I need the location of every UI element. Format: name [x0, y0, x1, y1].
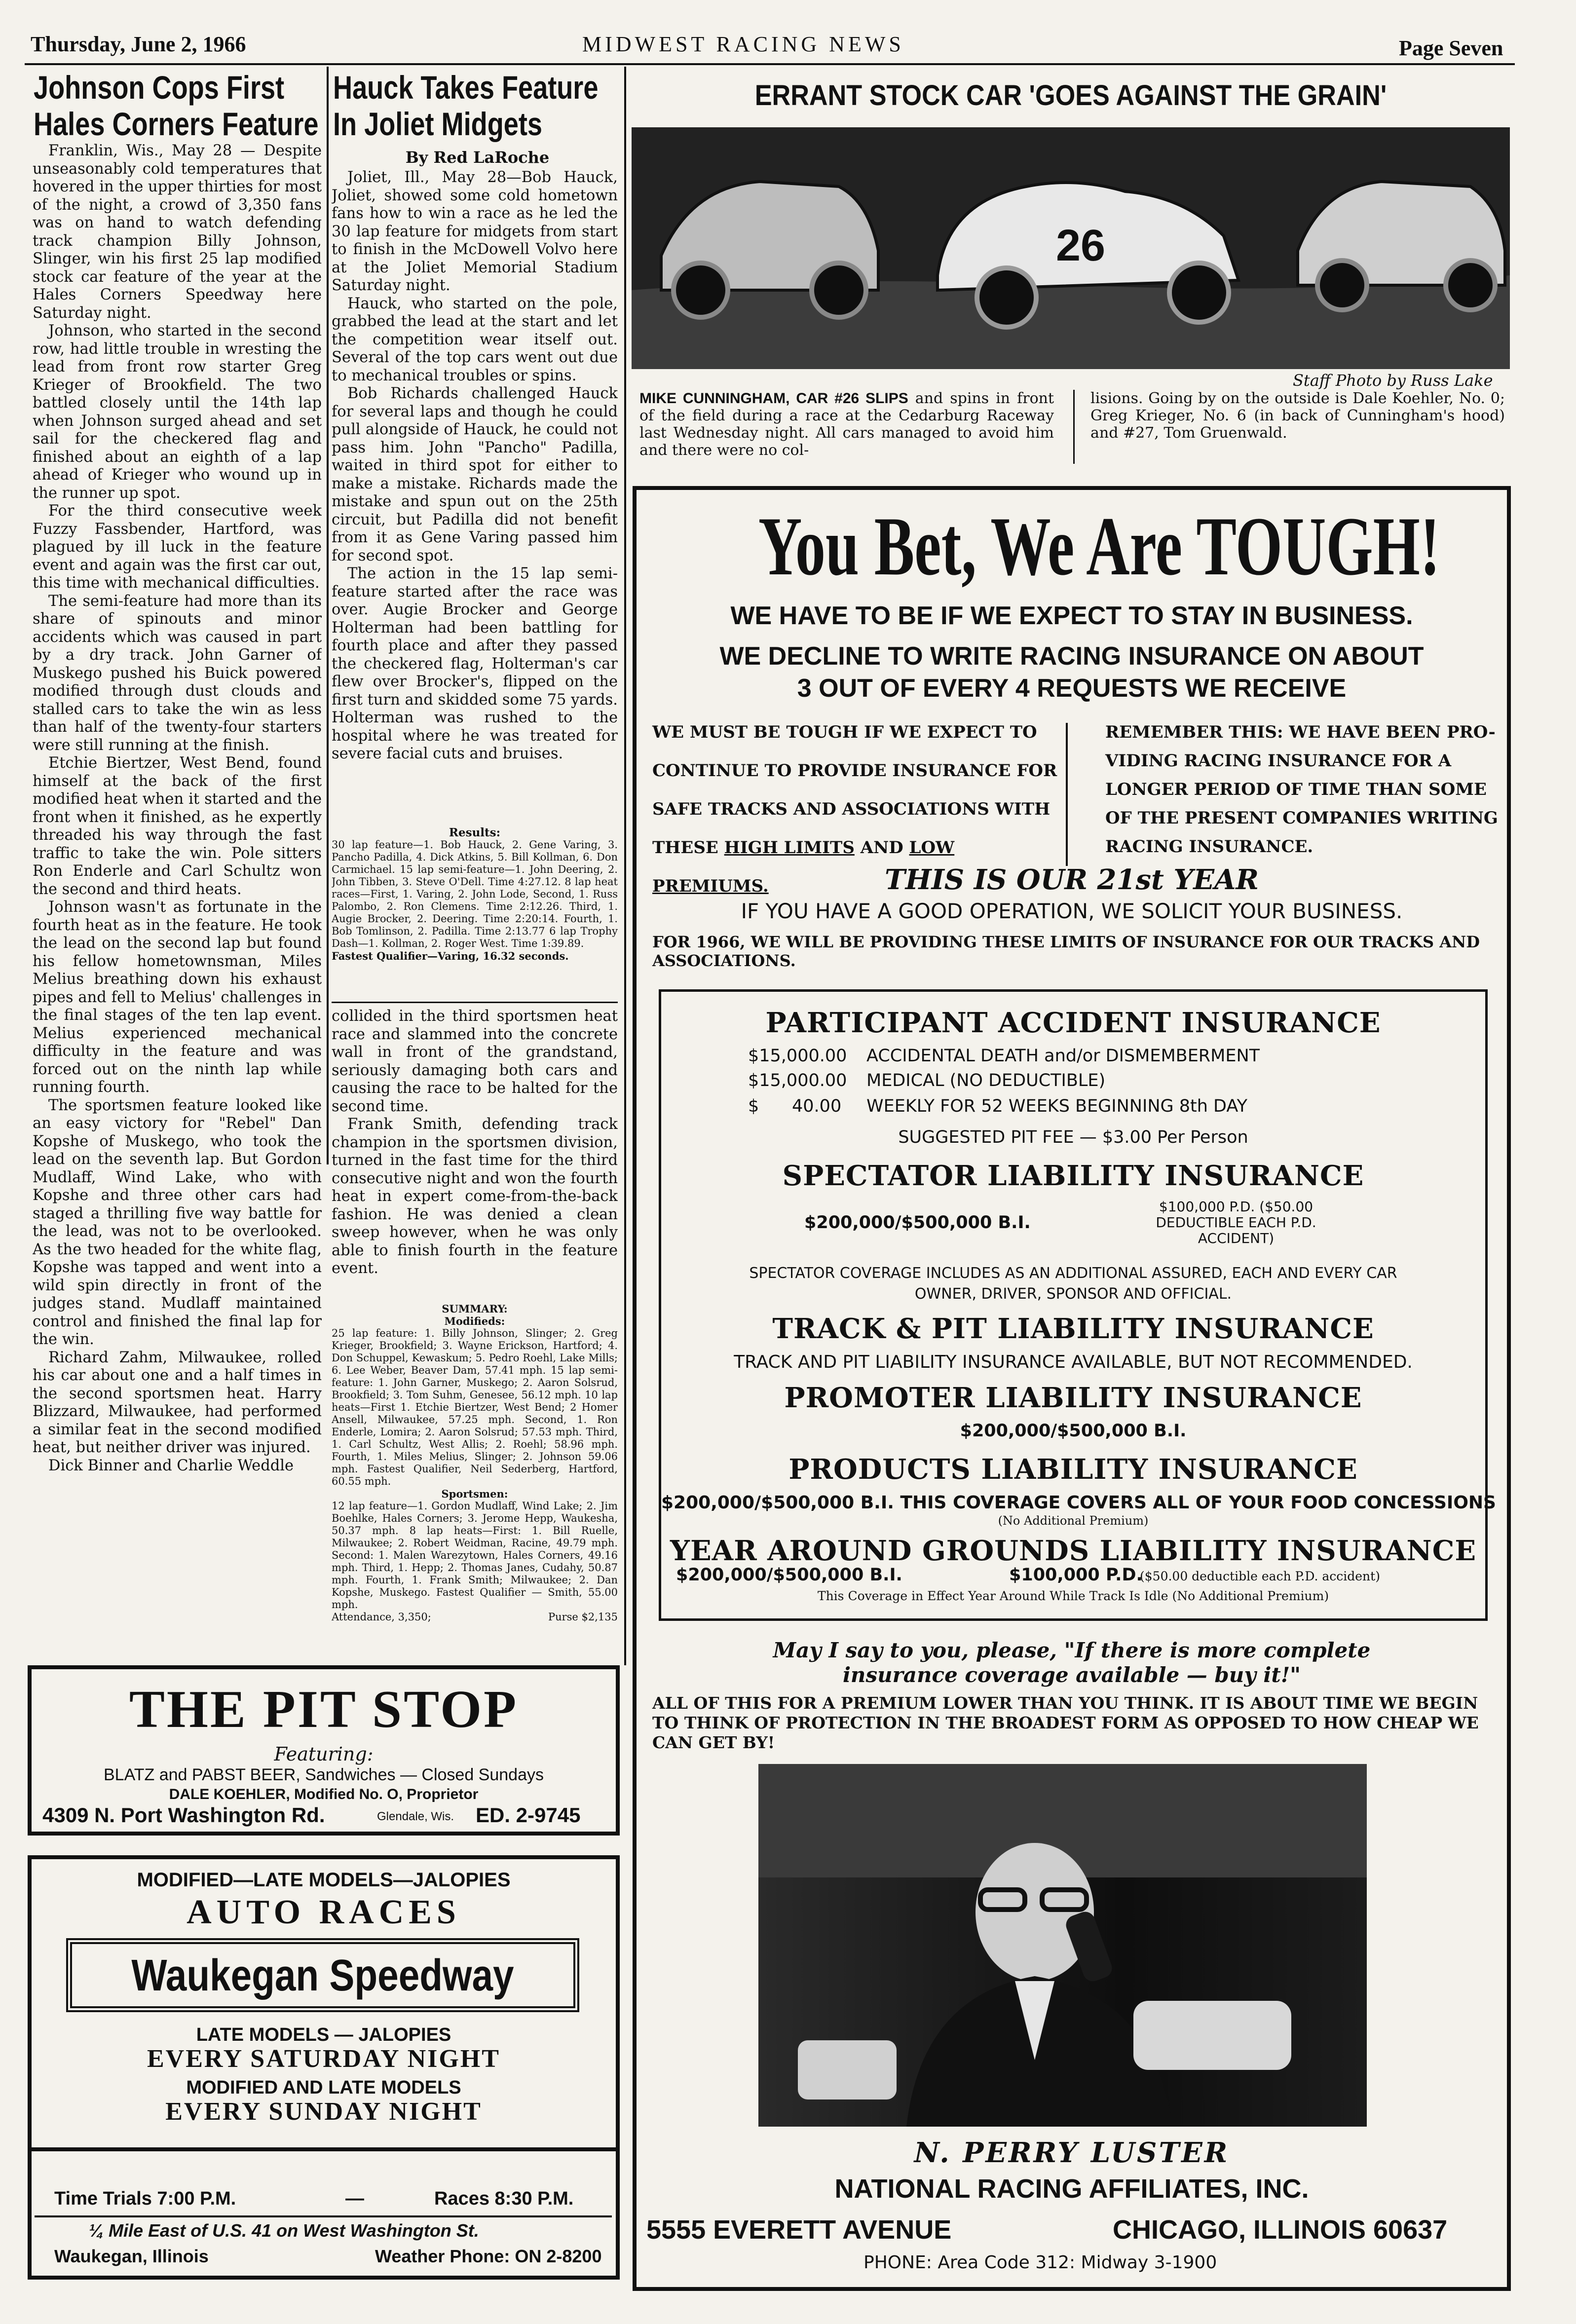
- waukegan-line-3: MODIFIED AND LATE MODELS: [186, 2077, 461, 2098]
- waukegan-line-4: EVERY SUNDAY NIGHT: [165, 2098, 482, 2126]
- participant-text-1: ACCIDENTAL DEATH and/or DISMEMBERMENT: [866, 1046, 1260, 1066]
- spectator-pd-line: DEDUCTIBLE EACH P.D.: [1156, 1214, 1316, 1231]
- photo-caption-left-text: [639, 390, 1054, 459]
- hauck-paragraph: Joliet, Ill., May 28—Bob Hauck, Joliet, showed some cold hometown fans how to win a race as he led the 30 lap feature for midgets from start to finish in the McDowell Volvo here at the Joliet Memorial Stadium Saturday night.: [332, 169, 618, 294]
- column-rule-2: [624, 67, 626, 1665]
- johnson-sportsmen-results: 12 lap feature—1. Gordon Mudlaff, Wind Lake; 2. Jim Boehlke, Hales Corners; 3. Jerome Hepp, Waukesha, 50.37 mph. 8 lap heats—First: 1. Bill Ruelle, Milwaukee; 2. Robert Weidman, Racine, 49.79 mph. Second: 1. Malen Warezytown, Hales Corners, 49.16 mph. Third, 1. Hepp; 2. Thomas Janes, Cudahy, 50.87 mph. Fourth, 1. Frank Smith; Milwaukee; 2. Dan Kopshe, Muskego. Fastest Qualifier — Smith, 55.00 mph.: [332, 1500, 618, 1611]
- hauck-headline: [333, 69, 622, 142]
- hauck-article-body: [332, 169, 618, 825]
- hauck-fastest-qualifier: Fastest Qualifier—Varing, 16.32 seconds.: [332, 950, 569, 962]
- luster-name: N. PERRY LUSTER: [914, 2137, 1230, 2169]
- yearround-title: YEAR AROUND GROUNDS LIABILITY INSURANCE: [670, 1535, 1476, 1567]
- products-note: (No Additional Premium): [998, 1514, 1149, 1528]
- hauck-results-title: Results:: [449, 826, 501, 839]
- waukegan-city: Waukegan, Illinois: [54, 2246, 209, 2266]
- waukegan-line-1: LATE MODELS — JALOPIES: [196, 2024, 451, 2045]
- johnson-purse: Purse $2,135: [548, 1611, 618, 1623]
- insurance-limits-line: ASSOCIATIONS.: [652, 951, 796, 970]
- column-rule-1: [327, 67, 329, 1164]
- masthead-paper-name: MIDWEST RACING NEWS: [582, 32, 904, 56]
- johnson-paragraph: Franklin, Wis., May 28 — Despite unseasonably cold temperatures that hovered in the upper thirties for most of the night, a crowd of 3,350 fans was on hand to watch defending track champion Billy Johnson, Slinger, win his first 25 lap modified stock car feature of the year at the Hales Corners Speedway here Saturday night.: [33, 142, 322, 322]
- hauck-headline-line-1: Hauck Takes Feature: [333, 69, 599, 106]
- photo-story-headline: ERRANT STOCK CAR 'GOES AGAINST THE GRAIN': [754, 79, 1387, 112]
- insurance-left-line: WE MUST BE TOUGH IF WE EXPECT TO: [652, 722, 1037, 742]
- insurance-sub-2: WE DECLINE TO WRITE RACING INSURANCE ON ABOUT: [719, 642, 1424, 671]
- hauck-headline-line-2: In Joliet Midgets: [333, 106, 542, 142]
- luster-portrait: [758, 1764, 1367, 2127]
- products-text: $200,000/$500,000 B.I. THIS COVERAGE COVERS ALL OF YOUR FOOD CONCESSIONS: [661, 1493, 1496, 1513]
- johnson-paragraph: The semi-feature had more than its share of spinouts and minor accidents which was caused in part by a dry track. John Garner of Muskego pushed his Buick powered modified through dust clouds and stalled cars to take the win as less than half of the twenty-four starters were still running at the finish.: [33, 592, 322, 754]
- johnson-continuation: [332, 1008, 618, 1313]
- johnson-modifieds-title: Modifieds:: [444, 1315, 505, 1327]
- insurance-headline: You Bet, We Are TOUGH!: [758, 500, 1440, 593]
- insurance-divider: [1066, 723, 1068, 866]
- spectator-coverage: [661, 1263, 1485, 1305]
- photo-caption-divider: [1073, 390, 1075, 464]
- johnson-sportsmen-title: Sportsmen:: [441, 1488, 508, 1500]
- pit-stop-featuring: Featuring:: [274, 1743, 374, 1765]
- johnson-headline-line-2: Hales Corners Feature: [34, 106, 319, 142]
- waukegan-auto-races: AUTO RACES: [187, 1893, 461, 1931]
- insurance-right-block: [1105, 718, 1500, 861]
- race-photo-graphic: [632, 127, 1510, 369]
- photo-caption-left-body: and spins in front of the field during a race at the Cedarburg Raceway last Wednesday night. All cars managed to avoid him and there were no col-: [639, 390, 1054, 459]
- waukegan-ad-frame-lower: [28, 2151, 620, 2280]
- luster-quote-line: insurance coverage available — buy it!": [842, 1663, 1301, 1687]
- insurance-left-word: AND: [860, 838, 903, 858]
- car-number-label: 26: [1056, 221, 1106, 270]
- spectator-pd-line: ACCIDENT): [1198, 1230, 1275, 1246]
- spectator-coverage-line: SPECTATOR COVERAGE INCLUDES AS AN ADDITIONAL ASSURED, EACH AND EVERY CAR: [749, 1265, 1397, 1282]
- spectator-coverage-line: OWNER, DRIVER, SPONSOR AND OFFICIAL.: [914, 1285, 1232, 1303]
- photo-caption-lead: MIKE CUNNINGHAM, CAR #26 SLIPS: [639, 390, 908, 407]
- premium-line: CAN GET BY!: [652, 1733, 775, 1752]
- pit-stop-title: THE PIT STOP: [129, 1680, 519, 1739]
- yearround-pd-note: ($50.00 deductible each P.D. accident): [1140, 1569, 1380, 1583]
- pit-stop-line: BLATZ and PABST BEER, Sandwiches — Closed Sundays: [104, 1765, 544, 1784]
- insurance-21st-year: THIS IS OUR 21st YEAR: [885, 863, 1259, 896]
- hauck-end-rule: [332, 1002, 618, 1003]
- luster-address: 5555 EVERETT AVENUE: [646, 2215, 952, 2245]
- participant-amount-1: $15,000.00: [748, 1046, 847, 1066]
- insurance-low-premiums: LOW PREMIUMS.: [652, 838, 955, 896]
- insurance-right-line: LONGER PERIOD OF TIME THAN SOME: [1105, 780, 1487, 799]
- pit-stop-phone: ED. 2-9745: [476, 1803, 581, 1827]
- photo-caption-right: lisions. Going by on the outside is Dale Koehler, No. 0; Greg Krieger, No. 6 (in back of Cunningham's hood) and #27, Tom Gruenwald.: [1090, 390, 1505, 442]
- insurance-right-line: OF THE PRESENT COMPANIES WRITING: [1105, 808, 1498, 828]
- hauck-byline: By Red LaRoche: [405, 148, 550, 167]
- participant-text-2: MEDICAL (NO DEDUCTIBLE): [866, 1071, 1106, 1090]
- luster-quote: [637, 1638, 1507, 1687]
- johnson-headline: [34, 69, 325, 142]
- insurance-high-limits: HIGH LIMITS: [724, 838, 855, 858]
- spectator-limits: $200,000/$500,000 B.I.: [804, 1213, 1031, 1233]
- johnson-summary-title: SUMMARY:: [442, 1303, 508, 1315]
- johnson-summary: [332, 1303, 618, 1650]
- track-pit-text: TRACK AND PIT LIABILITY INSURANCE AVAILABLE, BUT NOT RECOMMENDED.: [734, 1352, 1413, 1372]
- hauck-paragraph: Bob Richards challenged Hauck for several laps and though he could pull alongside of Hauck, he could not pass him. John "Pancho" Padilla, waited in third spot for either to make a mistake. Richards made the mistake and spun out on the 25th circuit, but Padilla did not benefit from it as Gene Varing passed him for second spot.: [332, 385, 618, 564]
- johnson-paragraph: The sportsmen feature looked like an easy victory for "Rebel" Dan Kopshe of Muskego, who took the lead on the seventh lap. But Gordon Mudlaff, Wind Lake, who with Kopshe and three other cars had staged a thrilling five way battle for the lead, was not to be overlooked. As the two headed for the white flag, Kopshe was tapped and went into a wild spin directly in front of the judges stand. Mudlaff maintained control and finished the final lap for the win.: [33, 1096, 322, 1348]
- track-pit-title: TRACK & PIT LIABILITY INSURANCE: [772, 1312, 1374, 1345]
- waukegan-phone: Weather Phone: ON 2-8200: [375, 2246, 602, 2266]
- promoter-limits: $200,000/$500,000 B.I.: [960, 1421, 1187, 1441]
- insurance-left-word: THESE: [652, 838, 718, 858]
- participant-amount-3: $ 40.00: [748, 1096, 842, 1116]
- waukegan-speedway-name: Waukegan Speedway: [131, 1951, 514, 2000]
- johnson-continuation-paragraph: collided in the third sportsmen heat race and slammed into the concrete wall in front of the grandstand, seriously damaging both cars and causing the race to be halted for the second time.: [332, 1008, 618, 1115]
- photo-credit: Staff Photo by Russ Lake: [1293, 371, 1493, 390]
- johnson-modifieds-results: 25 lap feature: 1. Billy Johnson, Slinger; 2. Greg Krieger, Brookfield; 3. Wayne Erickson, Hartford; 4. Don Schuppel, Kewaskum; 5. Pedro Roehl, Lake Mills; 6. Lee Weber, Beaver Dam, 57.41 mph. 15 lap semi-feature: 1. John Garner, Muskego; 2. Aaron Solsrud, Brookfield; 3. Tom Suhm, Genesee, 56.12 mph. 10 lap heats—First 1. Etchie Biertzer, West Bend; 2 Homer Ansell, Milwaukee, 57.25 mph. Second, 1. Ron Enderle, Lomira; 2. Aaron Solsrud; 57.53 mph. Third, 1. Carl Schultz, West Allis; 2. Roehl; 58.96 mph. Fourth, 1. Miles Melius, Slinger; 2. Johnson 59.06 mph. Fastest Qualifier, Neil Sederberg, Hartford, 60.55 mph.: [332, 1327, 618, 1487]
- johnson-attendance: Attendance, 3,350;: [332, 1611, 431, 1623]
- luster-quote-line: May I say to you, please, "If there is more complete: [773, 1638, 1371, 1662]
- products-title: PRODUCTS LIABILITY INSURANCE: [788, 1453, 1358, 1486]
- pit-stop-owner: DALE KOEHLER, Modified No. O, Proprietor: [169, 1786, 479, 1802]
- insurance-left-line: CONTINUE TO PROVIDE INSURANCE FOR: [652, 761, 1057, 781]
- masthead-page-number: Page Seven: [1399, 36, 1503, 60]
- waukegan-dash: —: [345, 2188, 364, 2209]
- masthead-rule: [25, 63, 1515, 65]
- insurance-limits-line: FOR 1966, WE WILL BE PROVIDING THESE LIMITS OF INSURANCE FOR OUR TRACKS AND: [652, 933, 1480, 951]
- pit-fee: SUGGESTED PIT FEE — $3.00 Per Person: [898, 1127, 1248, 1147]
- hauck-paragraph: The action in the 15 lap semi-feature started after the race was over. Augie Brocker and George Holterman had been battling for fourth place and after they passed the checkered flag, Holterman's car flew over Brocker's, flipped on the first turn and skidded some 75 yards. Holterman was rushed to the hospital where he was treated for severe facial cuts and bruises.: [332, 565, 618, 762]
- waukegan-location: ¼ Mile East of U.S. 41 on West Washington St.: [89, 2220, 479, 2241]
- insurance-sub-1: WE HAVE TO BE IF WE EXPECT TO STAY IN BUSINESS.: [730, 601, 1413, 630]
- hauck-results: [332, 826, 618, 977]
- johnson-headline-line-1: Johnson Cops First: [34, 69, 285, 106]
- premium-line: TO THINK OF PROTECTION IN THE BROADEST FORM AS OPPOSED TO HOW CHEAP WE: [652, 1713, 1479, 1732]
- promoter-title: PROMOTER LIABILITY INSURANCE: [784, 1382, 1362, 1414]
- insurance-right-line: REMEMBER THIS: WE HAVE BEEN PRO-: [1105, 722, 1496, 742]
- insurance-right-line: VIDING RACING INSURANCE FOR A: [1105, 751, 1452, 771]
- insurance-solicit: IF YOU HAVE A GOOD OPERATION, WE SOLICIT YOUR BUSINESS.: [741, 899, 1403, 923]
- insurance-sub-3: 3 OUT OF EVERY 4 REQUESTS WE RECEIVE: [797, 674, 1347, 703]
- waukegan-speedway-ad: [28, 1855, 620, 2151]
- waukegan-line-2: EVERY SATURDAY NIGHT: [147, 2045, 500, 2073]
- luster-phone: PHONE: Area Code 312: Midway 3-1900: [863, 2252, 1217, 2273]
- johnson-article-body: [33, 142, 322, 1640]
- johnson-continuation-paragraph: Frank Smith, defending track champion in the sportsmen division, turned in the fast time for the third consecutive night and won the fourth heat in expert come-from-the-back fashion. He was denied a clean sweep however, when he was only able to finish fourth in the feature event.: [332, 1116, 618, 1277]
- insurance-limits-intro: [652, 933, 1501, 970]
- masthead-date: Thursday, June 2, 1966: [31, 32, 246, 56]
- participant-amount-2: $15,000.00: [748, 1071, 847, 1090]
- photo-caption-left: [639, 390, 1054, 469]
- pit-stop-address: 4309 N. Port Washington Rd.: [42, 1803, 325, 1827]
- spectator-title: SPECTATOR LIABILITY INSURANCE: [782, 1160, 1364, 1192]
- johnson-attendance-row: [332, 1611, 618, 1623]
- hauck-results-text: 30 lap feature—1. Bob Hauck, 2. Gene Varing, 3. Pancho Padilla, 4. Dick Atkins, 5. Bill Kollman, 6. Don Carmichael. 15 lap semi-feature—1. John Deering, 2. John Tibben, 3. Steve O'Dell. Time 4:27.12. 8 lap heat races—First, 1. Varing, 2. John Lode, Second, 1. Russ Palombo, 2. Ron Clemens. Time 2:12.26. Third, 1. Augie Brocker, 2. Deering. Time 2:20:14. Fourth, 1. Bob Tomlinson, 2. Padilla. Time 2:13.77 6 lap Trophy Dash—1. Kollman, 2. Roger West. Time 1:39.89.: [332, 839, 618, 949]
- waukegan-time-trials: Time Trials 7:00 P.M.: [54, 2188, 236, 2209]
- pit-stop-ad: [28, 1665, 620, 1836]
- johnson-paragraph: Johnson wasn't as fortunate in the fourth heat as in the feature. He took the lead on the second lap but found his fellow hometownsman, Miles Melius breathing down his exhaust pipes and fell to Melius' challenges in the final stages of the ten lap event. Melius experienced mechanical difficulty in the feature and was forced out on the ninth lap while running fourth.: [33, 899, 322, 1096]
- insurance-right-line: RACING INSURANCE.: [1105, 837, 1313, 857]
- spectator-pd-line: $100,000 P.D. ($50.00: [1159, 1199, 1313, 1215]
- yearround-note: This Coverage in Effect Year Around While Track Is Idle (No Additional Premium): [817, 1589, 1329, 1603]
- hauck-paragraph: Hauck, who started on the pole, grabbed the lead at the start and let the competition wear itself out. Several of the top cars went out due to mechanical troubles or spins.: [332, 295, 618, 384]
- luster-city: CHICAGO, ILLINOIS 60637: [1113, 2215, 1448, 2245]
- luster-company: NATIONAL RACING AFFILIATES, INC.: [834, 2174, 1309, 2204]
- johnson-paragraph: Etchie Biertzer, West Bend, found himself at the back of the first modified heat when it started and the front when it finished, as he expertly threaded his way through the fast traffic to take the win. Pole sitters Ron Enderle and Carl Schultz won the second and third heats.: [33, 754, 322, 898]
- yearround-pd: $100,000 P.D.: [1009, 1565, 1143, 1585]
- participant-title: PARTICIPANT ACCIDENT INSURANCE: [765, 1007, 1381, 1039]
- premium-statement: [652, 1693, 1506, 1753]
- pit-stop-city: Glendale, Wis.: [377, 1810, 454, 1823]
- luster-portrait-graphic: [758, 1764, 1367, 2127]
- insurance-left-line: SAFE TRACKS AND ASSOCIATIONS WITH: [652, 799, 1051, 819]
- yearround-limits: $200,000/$500,000 B.I.: [676, 1565, 902, 1585]
- waukegan-races: Races 8:30 P.M.: [434, 2188, 574, 2209]
- race-photo: [632, 127, 1510, 369]
- johnson-paragraph: Johnson, who started in the second row, had little trouble in wresting the lead from front row starter Greg Krieger of Brookfield. The two battled closely until the 14th lap when Johnson surged ahead and set sail for the checkered flag and finished about an eighth of a lap ahead of Krieger who wound up in the runner up spot.: [33, 322, 322, 502]
- premium-line: ALL OF THIS FOR A PREMIUM LOWER THAN YOU THINK. IT IS ABOUT TIME WE BEGIN: [652, 1693, 1478, 1713]
- participant-text-3: WEEKLY FOR 52 WEEKS BEGINNING 8th DAY: [866, 1096, 1247, 1116]
- waukegan-classes: MODIFIED—LATE MODELS—JALOPIES: [137, 1869, 511, 1891]
- spectator-pd: [1140, 1199, 1332, 1246]
- johnson-paragraph: For the third consecutive week Fuzzy Fassbender, Hartford, was plagued by ill luck in the feature event and again was the first car out, this time with mechanical difficulties.: [33, 502, 322, 592]
- johnson-paragraph: Richard Zahm, Milwaukee, rolled his car about one and a half times in the second sportsmen heat. Harry Blizzard, Milwaukee, had performed a similar feat in the second modified heat, but neither driver was injured.: [33, 1349, 322, 1456]
- johnson-paragraph: Dick Binner and Charlie Weddle: [48, 1457, 294, 1474]
